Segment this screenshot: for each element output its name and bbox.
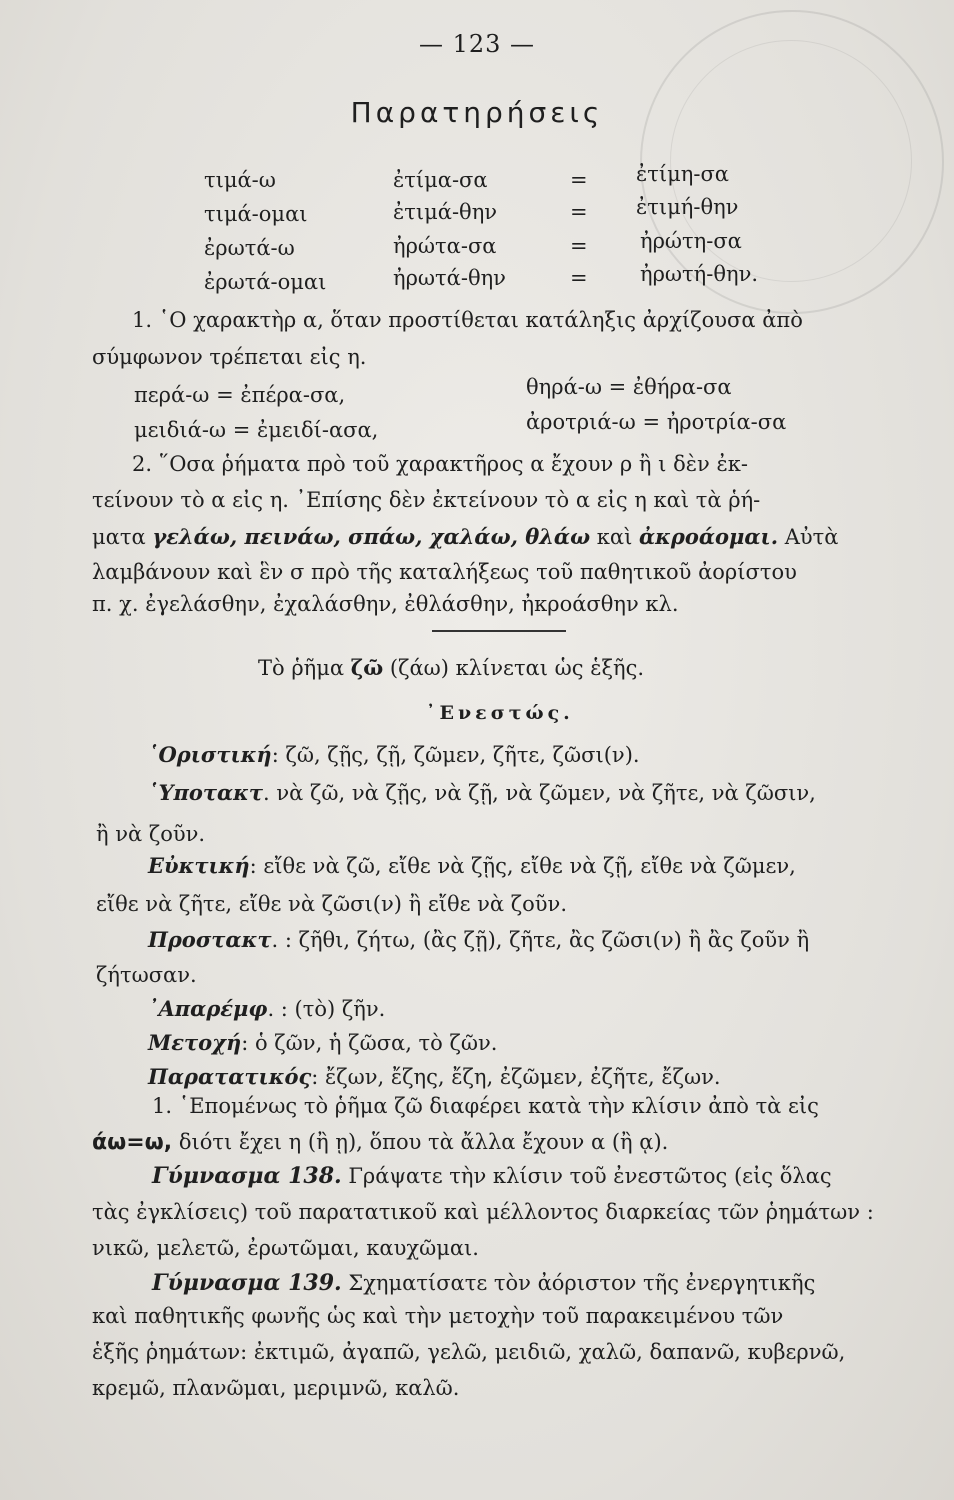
- table-cell: =: [570, 200, 588, 224]
- verb-word: ἀκροάομαι.: [638, 524, 779, 549]
- exercise-138-line: νικῶ, μελετῶ, ἐρωτῶμαι, καυχῶμαι.: [92, 1236, 479, 1260]
- exercise-label: Γύμνασμα 139.: [152, 1270, 342, 1296]
- present-heading: ᾽Ενεστώς.: [426, 702, 574, 724]
- mood-subjunctive: [148, 780, 816, 805]
- text-run: Γράψατε τὴν κλίσιν τοῦ ἐνεστῶτος (εἰς ὅλας: [341, 1164, 832, 1188]
- verb-word: ζῶ: [350, 655, 384, 680]
- table-cell: ἠρωτή-θην.: [640, 262, 759, 286]
- table-cell: =: [570, 266, 588, 290]
- text-run: Τὸ ῥῆμα: [258, 656, 351, 680]
- note1-line: 1. ῾Ο χαρακτὴρ α, ὅταν προστίθεται κατάληξις ἀρχίζουσα ἀπὸ: [132, 308, 803, 332]
- mood-participle: [148, 1030, 497, 1055]
- table-cell: ἐτίμη-σα: [636, 162, 729, 186]
- mood-label: Μετοχή: [148, 1030, 242, 1055]
- table-cell: =: [570, 234, 588, 258]
- note2-line: π. χ. ἐγελάσθην, ἐχαλάσθην, ἐθλάσθην, ἠκροάσθην κλ.: [92, 592, 679, 616]
- table-cell: ἐτιμή-θην: [636, 195, 739, 219]
- table-cell: ἠρωτά-θην: [393, 266, 506, 290]
- zo-intro: [258, 655, 644, 680]
- note2-line: [92, 524, 838, 549]
- table-cell: ἐτίμα-σα: [393, 168, 488, 192]
- section-divider: [432, 630, 566, 632]
- mood-label: Παρατατικός: [148, 1064, 312, 1089]
- mood-label: Εὐκτική: [148, 853, 250, 878]
- table-cell: ἠρώτη-σα: [640, 229, 742, 253]
- ending-formula: άω=ω,: [92, 1130, 173, 1155]
- text-run: διότι ἔχει η (ἢ ῃ), ὅπου τὰ ἄλλα ἔχουν α (ἢ ᾳ).: [172, 1130, 669, 1154]
- table-cell: τιμά-ω: [204, 168, 276, 192]
- mood-subjunctive-cont: ἢ νὰ ζοῦν.: [96, 822, 206, 846]
- table-cell: ἐτιμά-θην: [393, 200, 498, 224]
- text-run: Αὐτὰ: [778, 525, 839, 549]
- mood-indicative: [148, 742, 640, 767]
- text-run: καὶ: [590, 525, 639, 549]
- mood-label: ᾽Απαρέμφ: [148, 996, 268, 1021]
- exercise-139: [152, 1270, 815, 1296]
- section-title: Παρατηρήσεις: [350, 96, 604, 129]
- mood-forms: . : (τὸ) ζῆν.: [267, 997, 386, 1021]
- note1-example: περά-ω = ἐπέρα-σα,: [134, 383, 346, 407]
- imperfect-line: [148, 1064, 721, 1089]
- exercise-138-line: τὰς ἐγκλίσεις) τοῦ παρατατικοῦ καὶ μέλλοντος διαρκείας τῶν ῥημάτων :: [92, 1200, 874, 1224]
- mood-optative: [148, 853, 796, 878]
- page-number: — 123 —: [418, 30, 536, 58]
- exercise-label: Γύμνασμα 138.: [152, 1163, 342, 1189]
- mood-imperative: [148, 927, 809, 952]
- table-cell: ἐρωτά-ω: [204, 236, 295, 260]
- note3-line: 1. ῾Επομένως τὸ ῥῆμα ζῶ διαφέρει κατὰ τὴν κλίσιν ἀπὸ τὰ εἰς: [152, 1094, 819, 1118]
- table-cell: ἐρωτά-ομαι: [204, 270, 327, 294]
- table-cell: =: [570, 168, 588, 192]
- exercise-139-line: κρεμῶ, πλανῶμαι, μεριμνῶ, καλῶ.: [92, 1376, 460, 1400]
- note1-line: σύμφωνον τρέπεται εἰς η.: [92, 345, 367, 369]
- mood-forms: : ἔζων, ἔζης, ἔζη, ἐζῶμεν, ἐζῆτε, ἔζων.: [311, 1065, 721, 1089]
- mood-imperative-cont: ζήτωσαν.: [96, 963, 197, 987]
- note2-line: λαμβάνουν καὶ ἓν σ πρὸ τῆς καταλήξεως τοῦ παθητικοῦ ἀορίστου: [92, 560, 797, 584]
- text-run: Σχηματίσατε τὸν ἀόριστον τῆς ἐνεργητικῆς: [341, 1271, 816, 1295]
- mood-optative-cont: εἴθε νὰ ζῆτε, εἴθε νὰ ζῶσι(ν) ἢ εἴθε νὰ ζοῦν.: [96, 892, 568, 916]
- note1-example: θηρά-ω = ἐθήρα-σα: [526, 375, 732, 399]
- note1-example: ἀροτριά-ω = ἠροτρία-σα: [526, 410, 787, 434]
- mood-label: ῾Υποτακτ: [148, 780, 264, 805]
- verb-list: γελάω, πεινάω, σπάω, χαλάω, θλάω: [152, 524, 591, 549]
- note2-line: 2. ῞Οσα ῥήματα πρὸ τοῦ χαρακτῆρος α ἔχουν ρ ἢ ι δὲν ἐκ-: [132, 452, 748, 476]
- note1-example: μειδιά-ω = ἐμειδί-ασα,: [134, 418, 379, 442]
- exercise-139-line: ἑξῆς ῥημάτων: ἐκτιμῶ, ἀγαπῶ, γελῶ, μειδιῶ, χαλῶ, δαπανῶ, κυβερνῶ,: [92, 1340, 846, 1364]
- mood-label: Προστακτ: [148, 927, 272, 952]
- mood-forms: . : ζῆθι, ζήτω, (ἂς ζῇ), ζῆτε, ἂς ζῶσι(ν) ἢ ἂς ζοῦν ἢ: [271, 928, 810, 952]
- text-run: ματα: [92, 525, 153, 549]
- text-run: (ζάω) κλίνεται ὡς ἑξῆς.: [383, 656, 645, 680]
- mood-forms: : ζῶ, ζῇς, ζῇ, ζῶμεν, ζῆτε, ζῶσι(ν).: [271, 743, 640, 767]
- note3-line: [92, 1130, 668, 1155]
- mood-label: ῾Οριστική: [148, 742, 272, 767]
- mood-forms: : εἴθε νὰ ζῶ, εἴθε νὰ ζῇς, εἴθε νὰ ζῇ, εἴθε νὰ ζῶμεν,: [249, 854, 796, 878]
- note2-line: τείνουν τὸ α εἰς η. ᾽Επίσης δὲν ἐκτείνουν τὸ α εἰς η καὶ τὰ ῥή-: [92, 488, 761, 512]
- table-cell: τιμά-ομαι: [204, 202, 308, 226]
- table-cell: ἠρώτα-σα: [393, 234, 497, 258]
- mood-forms: . νὰ ζῶ, νὰ ζῇς, νὰ ζῇ, νὰ ζῶμεν, νὰ ζῆτε, νὰ ζῶσιν,: [263, 781, 816, 805]
- exercise-139-line: καὶ παθητικῆς φωνῆς ὡς καὶ τὴν μετοχὴν τοῦ παρακειμένου τῶν: [92, 1304, 784, 1328]
- mood-forms: : ὁ ζῶν, ἡ ζῶσα, τὸ ζῶν.: [241, 1031, 498, 1055]
- exercise-138: [152, 1163, 832, 1189]
- mood-infinitive: [148, 996, 385, 1021]
